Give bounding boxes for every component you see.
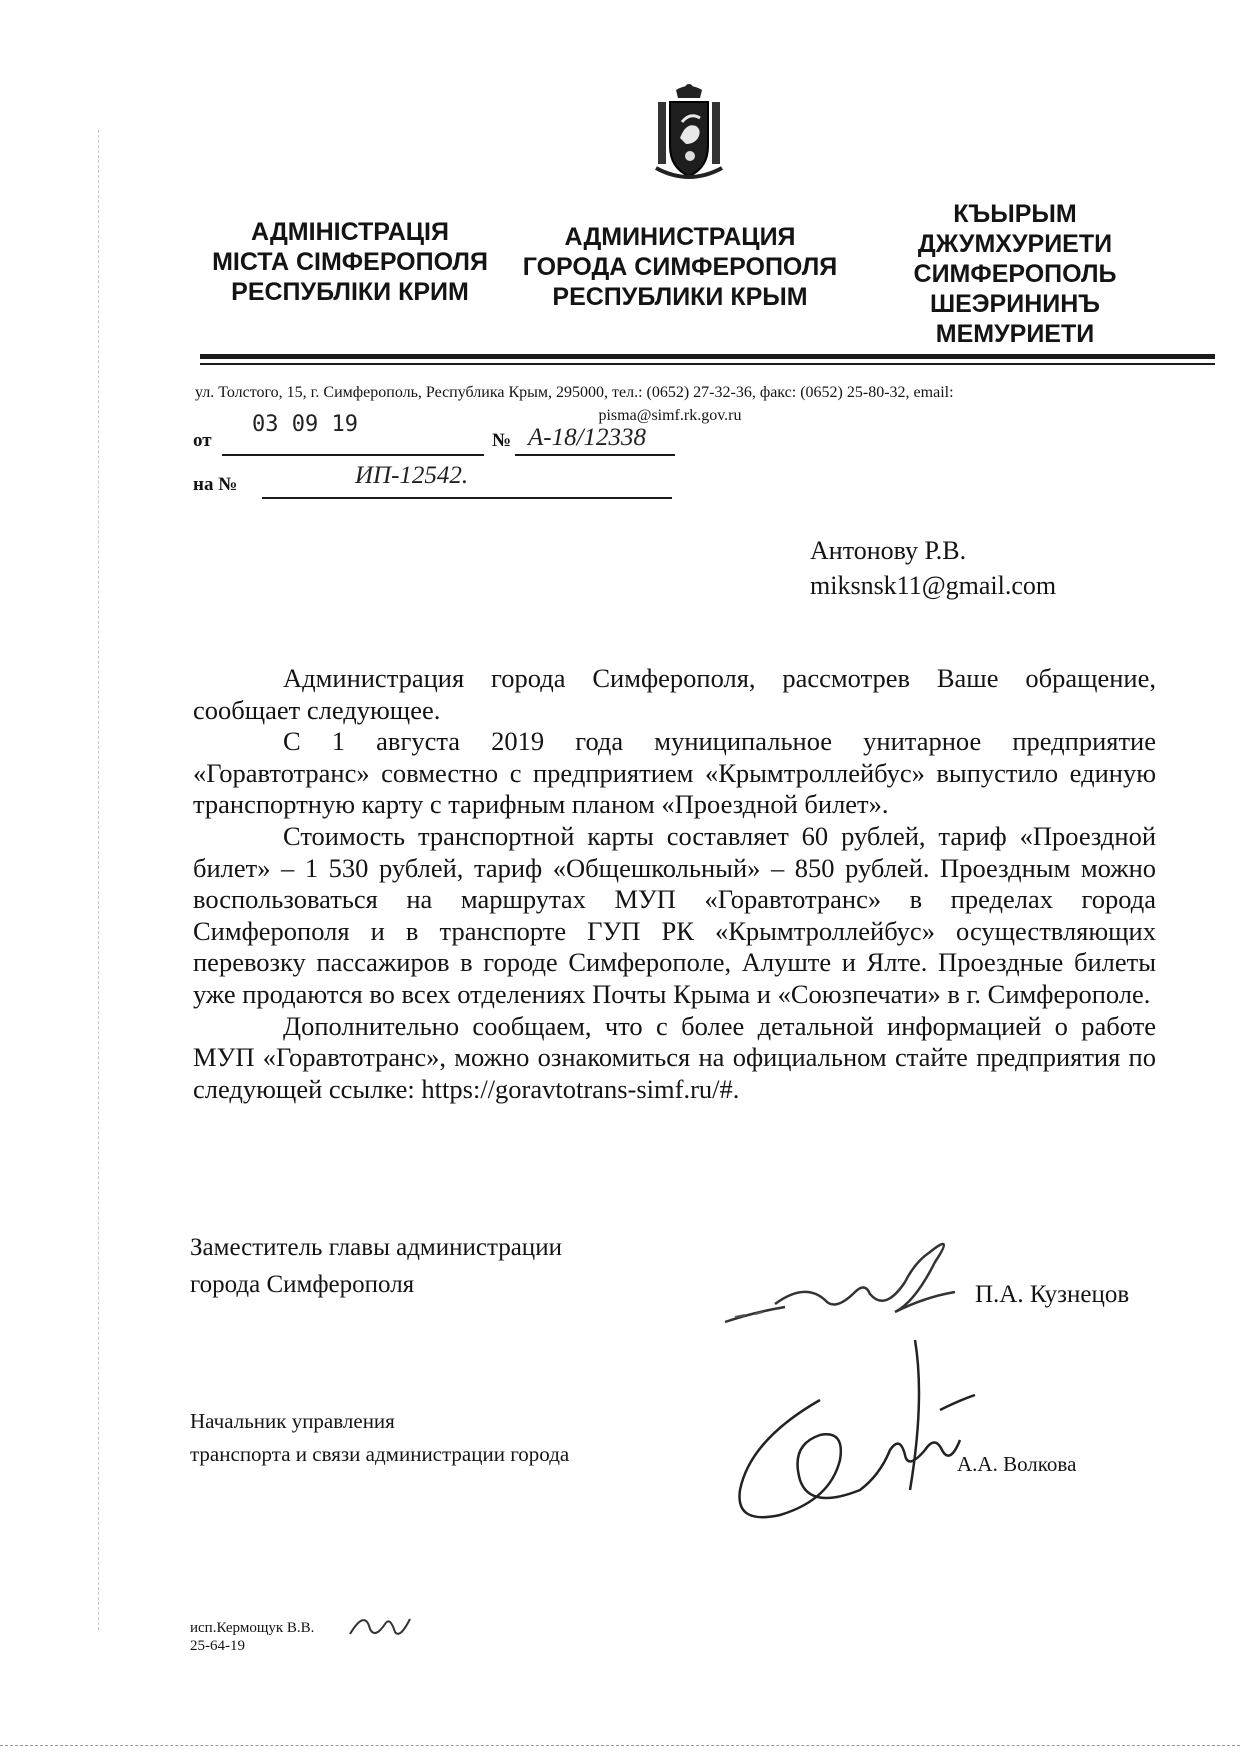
header-crimean-tatar: КЪЫРЫМ ДЖУМХУРИЕТИ СИМФЕРОПОЛЬ ШЕЭРИНИНЪ МЕМУРИЕТИ bbox=[913, 200, 1117, 348]
reply-underline bbox=[262, 497, 672, 499]
header-ukrainian: АДМІНІСТРАЦІЯ МІСТА СІМФЕРОПОЛЯ РЕСПУБЛІКИ КРИМ bbox=[212, 218, 488, 306]
deputy-name: П.А. Кузнецов bbox=[975, 1281, 1130, 1308]
head-title-line2: транспорта и связи администрации города bbox=[190, 1442, 570, 1466]
body-paragraph: Стоимость транспортной карты составляет 60 рублей, тариф «Проездной билет» – 1 530 рублей, тариф «Общешкольный» – 850 рублей. Проездным можно воспользоваться на маршрутах МУП «Горавтотранс» в пределах города Симферополя и в транспорте ГУП РК «Крымтроллейбус» осуществляющих перевозку пассажиров в городе Симферополе, Алуште и Ялте. Проездные билеты уже продаются во всех отделениях Почты Крыма и «Союзпечати» в г. Симферополе. bbox=[193, 820, 1156, 1009]
from-label: от bbox=[193, 430, 212, 451]
deputy-signature bbox=[715, 1222, 975, 1342]
letter-date: 03 09 19 bbox=[252, 412, 358, 437]
executor-name: исп.Кермощук В.В. bbox=[190, 1620, 315, 1636]
body-paragraph: Администрация города Симферополя, рассмотрев Ваше обращение, сообщает следующее. bbox=[193, 663, 1156, 725]
reply-to-label: на № bbox=[193, 474, 238, 495]
letter-body bbox=[193, 663, 1156, 1105]
scan-margin-line bbox=[98, 130, 99, 1630]
date-underline bbox=[222, 454, 484, 456]
recipient-email: miksnsk11@gmail.com bbox=[810, 571, 1057, 600]
body-paragraph: Дополнительно сообщаем, что с более детальной информацией о работе МУП «Горавтотранс», можно ознакомиться на официальном стайте предприятия по следующей ссылке: https://goravtotrans-simf.ru/#. bbox=[193, 1010, 1156, 1104]
executor-initials-signature bbox=[345, 1604, 415, 1644]
address-line: ул. Толстого, 15, г. Симферополь, Республика Крым, 295000, тел.: (0652) 27-32-36, факс: (0652) 25-80-32, email: bbox=[195, 384, 954, 401]
recipient-name: Антонову Р.В. bbox=[810, 536, 967, 565]
number-label: № bbox=[492, 430, 512, 451]
head-name: А.А. Волкова bbox=[957, 1452, 1077, 1476]
header-rule-thick bbox=[200, 354, 1215, 359]
letter-number: А-18/12338 bbox=[528, 424, 647, 451]
head-title-line1: Начальник управления bbox=[190, 1409, 395, 1433]
executor-phone: 25-64-19 bbox=[190, 1638, 245, 1654]
header-rule-thin bbox=[200, 363, 1215, 365]
deputy-title-line2: города Симферополя bbox=[190, 1271, 415, 1298]
head-signature bbox=[710, 1340, 980, 1540]
number-underline bbox=[515, 454, 675, 456]
deputy-title-line1: Заместитель главы администрации bbox=[190, 1234, 562, 1261]
email-line: pisma@simf.rk.gov.ru bbox=[598, 407, 742, 424]
header-russian: АДМИНИСТРАЦИЯ ГОРОДА СИМФЕРОПОЛЯ РЕСПУБЛИКИ КРЫМ bbox=[522, 223, 838, 311]
scan-bottom-edge bbox=[0, 1745, 1240, 1747]
body-paragraph: С 1 августа 2019 года муниципальное унитарное предприятие «Горавтотранс» совместно с предприятием «Крымтроллейбус» выпустило единую транспортную карту с тарифным планом «Проездной билет». bbox=[193, 726, 1156, 820]
coat-of-arms-emblem bbox=[646, 82, 732, 186]
reply-to-number: ИП-12542. bbox=[355, 462, 469, 489]
